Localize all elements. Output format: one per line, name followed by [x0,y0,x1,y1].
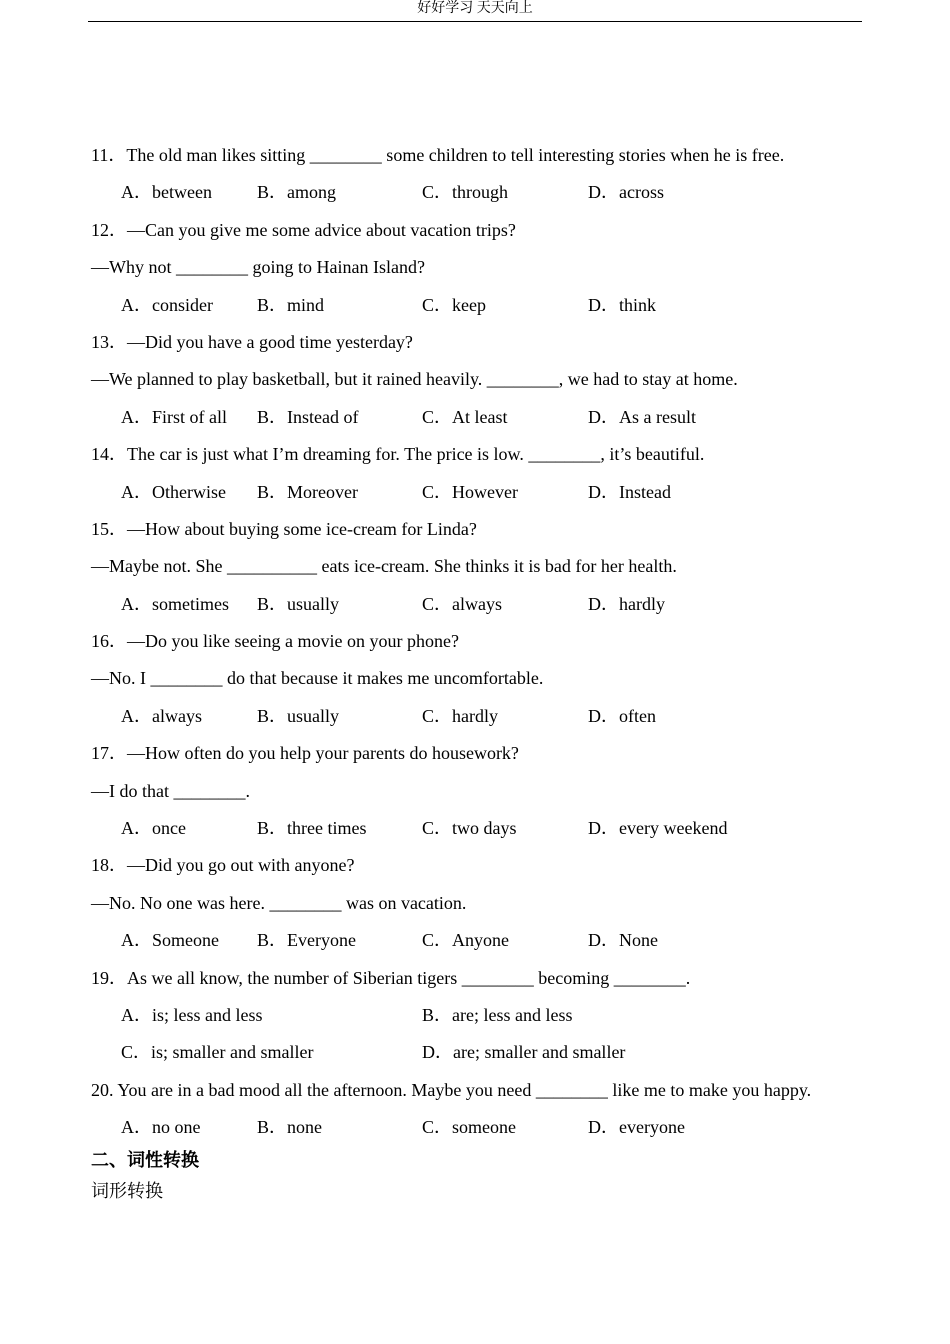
option-b: B．Moreover [257,481,358,502]
question-14-stem: 14．The car is just what I’m dreaming for. The price is low. ________, it’s beautiful. [91,444,705,465]
question-15-options [91,593,871,630]
option-b: B．are; less and less [422,1004,573,1025]
question-11-options [91,181,871,218]
option-a: A．is; less and less [121,1004,263,1025]
question-12-stem: 12．—Can you give me some advice about vacation trips? [91,219,516,240]
question-20-stem: 20. You are in a bad mood all the afternoon. Maybe you need ________ like me to make you happy. [91,1079,812,1100]
question-11-stem: 11．The old man likes sitting ________ some children to tell interesting stories when he is free. [91,145,785,165]
option-c: C．hardly [422,705,498,726]
option-d: D．across [588,182,664,203]
option-c: C．through [422,182,509,203]
option-c: C．someone [422,1117,516,1138]
question-19-options-row2 [91,1041,871,1078]
option-b: B．mind [257,294,325,315]
option-d: D．every weekend [588,818,728,839]
option-d: D．None [588,930,658,951]
question-list [91,144,871,1154]
page-header: 好好学习 天天向上 [88,0,862,22]
option-d: D．are; smaller and smaller [422,1042,626,1063]
option-d: D．everyone [588,1117,685,1138]
question-17-stem: 17．—How often do you help your parents do housework? [91,743,519,764]
question-13-reply: —We planned to play basketball, but it rained heavily. ________, we had to stay at home. [91,369,738,390]
question-18-reply: —No. No one was here. ________ was on vacation. [91,892,467,913]
option-b: B．Everyone [257,930,356,951]
question-18-stem: 18．—Did you go out with anyone? [91,855,355,876]
section-title: 二、词性转换 [91,1150,199,1171]
option-a: A．sometimes [121,593,229,614]
question-20-options [91,1116,871,1153]
question-16-reply: —No. I ________ do that because it makes me uncomfortable. [91,668,544,689]
question-18-options [91,929,871,966]
question-12-options [91,294,871,331]
option-c: C．keep [422,294,486,315]
option-c: C．is; smaller and smaller [121,1042,314,1063]
question-13-stem: 13．—Did you have a good time yesterday? [91,331,413,352]
question-15-stem: 15．—How about buying some ice-cream for Linda? [91,518,477,539]
question-19-options-row1 [91,1004,871,1041]
question-19-stem: 19．As we all know, the number of Siberian tigers ________ becoming ________. [91,967,691,988]
option-d: D．As a result [588,406,696,427]
question-17-options [91,817,871,854]
option-d: D．think [588,294,657,315]
option-a: A．consider [121,294,213,315]
question-16-stem: 16．—Do you like seeing a movie on your phone? [91,631,459,652]
option-a: A．between [121,182,212,203]
option-c: C．always [422,593,502,614]
option-a: A．always [121,705,202,726]
option-b: B．usually [257,705,340,726]
option-a: A．no one [121,1117,201,1138]
option-a: A．Otherwise [121,481,226,502]
option-c: C．two days [422,818,517,839]
option-a: A．Someone [121,930,219,951]
option-d: D．often [588,705,656,726]
option-b: B．none [257,1117,322,1138]
section-subtitle: 词形转换 [91,1181,163,1202]
option-b: B．three times [257,818,367,839]
option-d: D．hardly [588,593,665,614]
option-c: C．At least [422,406,508,427]
option-b: B．among [257,182,336,203]
option-a: A．once [121,818,186,839]
option-c: C．Anyone [422,930,509,951]
question-14-options [91,481,871,518]
question-12-reply: —Why not ________ going to Hainan Island? [91,257,425,278]
question-16-options [91,705,871,742]
question-17-reply: —I do that ________. [91,780,250,801]
option-b: B．usually [257,593,340,614]
option-b: B．Instead of [257,406,359,427]
option-c: C．However [422,481,518,502]
question-13-options [91,406,871,443]
question-15-reply: —Maybe not. She __________ eats ice-cream. She thinks it is bad for her health. [91,556,677,577]
option-d: D．Instead [588,481,671,502]
option-a: A．First of all [121,406,227,427]
